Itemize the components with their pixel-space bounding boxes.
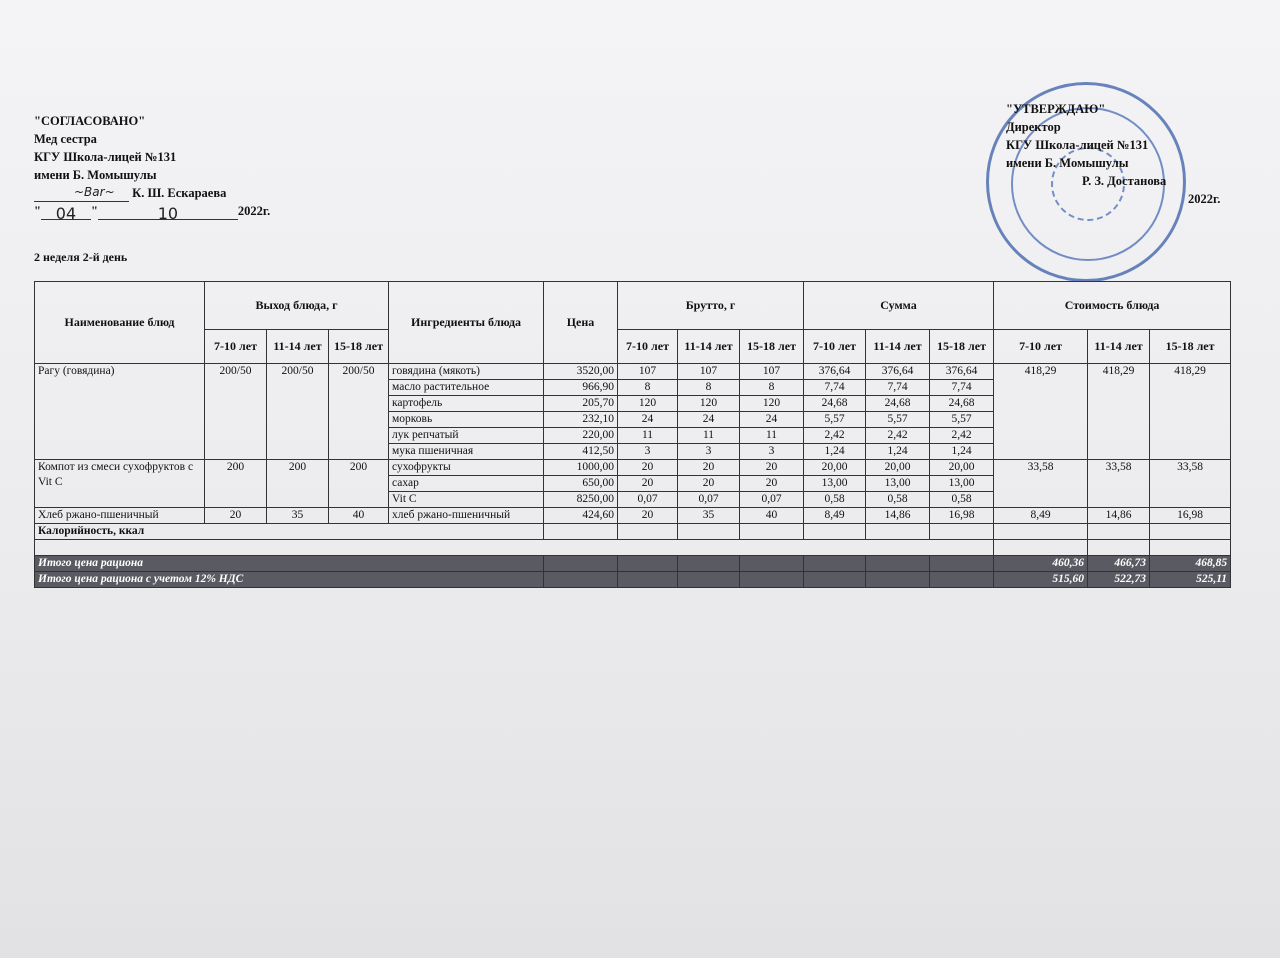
approval-date-right	[1006, 190, 1220, 208]
total-vat-age-2: 522,73	[1088, 572, 1150, 588]
cost-age-3: 15-18 лет	[1150, 330, 1231, 364]
director-position: Директор	[1006, 120, 1061, 134]
ingredient-gross: 0,07	[618, 492, 678, 508]
ingredient-gross: 8	[740, 380, 804, 396]
ingredient-name: говядина (мякоть)	[389, 364, 544, 380]
ingredient-name: хлеб ржано-пшеничный	[389, 508, 544, 524]
total-age-3: 468,85	[1150, 556, 1231, 572]
ingredient-sum: 14,86	[866, 508, 930, 524]
col-ingredients-header: Ингредиенты блюда	[389, 282, 544, 364]
dish-yield: 200/50	[205, 364, 267, 460]
ingredient-gross: 3	[618, 444, 678, 460]
ingredient-price: 205,70	[544, 396, 618, 412]
ingredient-gross: 24	[740, 412, 804, 428]
total-vat-row	[35, 572, 1231, 588]
ingredient-sum: 1,24	[804, 444, 866, 460]
dish-cost: 418,29	[1088, 364, 1150, 460]
ingredient-gross: 8	[678, 380, 740, 396]
ingredient-gross: 8	[618, 380, 678, 396]
date-year-right: 2022г.	[1188, 192, 1221, 206]
ingredient-sum: 376,64	[866, 364, 930, 380]
ingredient-row	[35, 508, 1231, 524]
yield-age-1: 7-10 лет	[205, 330, 267, 364]
ingredient-sum: 2,42	[804, 428, 866, 444]
cost-age-1: 7-10 лет	[994, 330, 1088, 364]
ingredient-price: 3520,00	[544, 364, 618, 380]
ingredient-sum: 376,64	[930, 364, 994, 380]
col-cost-header: Стоимость блюда	[994, 282, 1231, 330]
ingredient-gross: 40	[740, 508, 804, 524]
col-gross-header: Брутто, г	[618, 282, 804, 330]
ingredient-row	[35, 460, 1231, 476]
ingredient-gross: 20	[740, 476, 804, 492]
ingredient-sum: 0,58	[866, 492, 930, 508]
ingredient-price: 232,10	[544, 412, 618, 428]
ingredient-price: 412,50	[544, 444, 618, 460]
dish-cost: 33,58	[1150, 460, 1231, 508]
ingredient-name: мука пшеничная	[389, 444, 544, 460]
dish-name: Рагу (говядина)	[35, 364, 205, 460]
dish-cost: 33,58	[1088, 460, 1150, 508]
ingredient-name: масло растительное	[389, 380, 544, 396]
ingredient-sum: 16,98	[930, 508, 994, 524]
ingredient-sum: 2,42	[866, 428, 930, 444]
school-name: КГУ Школа-лицей №131	[34, 150, 177, 164]
gross-age-3: 15-18 лет	[740, 330, 804, 364]
ingredient-name: картофель	[389, 396, 544, 412]
ingredient-row	[35, 364, 1231, 380]
director-name: Р. З. Достанова	[1082, 174, 1167, 188]
yield-age-3: 15-18 лет	[329, 330, 389, 364]
ingredient-price: 424,60	[544, 508, 618, 524]
signature: ~Bar~	[34, 187, 129, 202]
dish-yield: 200	[205, 460, 267, 508]
total-vat-age-3: 525,11	[1150, 572, 1231, 588]
ingredient-price: 220,00	[544, 428, 618, 444]
dish-yield: 35	[267, 508, 329, 524]
gross-age-2: 11-14 лет	[678, 330, 740, 364]
total-label: Итого цена рациона	[35, 556, 544, 572]
director-signature-line	[1006, 172, 1220, 190]
dish-cost: 418,29	[1150, 364, 1231, 460]
ingredient-sum: 13,00	[866, 476, 930, 492]
total-row	[35, 556, 1231, 572]
ingredient-gross: 0,07	[740, 492, 804, 508]
dish-yield: 40	[329, 508, 389, 524]
ingredient-sum: 20,00	[804, 460, 866, 476]
dish-yield: 200/50	[329, 364, 389, 460]
ingredient-gross: 107	[740, 364, 804, 380]
ingredient-gross: 11	[678, 428, 740, 444]
ingredient-gross: 24	[678, 412, 740, 428]
col-sum-header: Сумма	[804, 282, 994, 330]
menu-table	[34, 281, 1231, 588]
ingredient-gross: 107	[618, 364, 678, 380]
ingredient-name: морковь	[389, 412, 544, 428]
nurse-signature-line	[34, 184, 270, 202]
approved-title: "УТВЕРЖДАЮ"	[1006, 102, 1106, 116]
ingredient-price: 8250,00	[544, 492, 618, 508]
col-dish-header: Наименование блюд	[35, 282, 205, 364]
ingredient-sum: 5,57	[866, 412, 930, 428]
ingredient-price: 966,90	[544, 380, 618, 396]
ingredient-sum: 7,74	[804, 380, 866, 396]
ingredient-name: сухофрукты	[389, 460, 544, 476]
school-name-2: имени Б. Момышулы	[34, 168, 157, 182]
dish-name: Хлеб ржано-пшеничный	[35, 508, 205, 524]
spacer-row	[35, 540, 1231, 556]
ingredient-sum: 7,74	[866, 380, 930, 396]
ingredient-sum: 5,57	[804, 412, 866, 428]
date-year: 2022г.	[237, 204, 271, 218]
dish-name: Компот из смеси сухофруктов с Vit C	[35, 460, 205, 508]
approval-date-left: " 04 " 10 2022г.	[34, 204, 271, 223]
ingredient-gross: 120	[740, 396, 804, 412]
approval-block-right	[1006, 100, 1220, 208]
ingredient-gross: 0,07	[678, 492, 740, 508]
agreed-title: "СОГЛАСОВАНО"	[34, 114, 146, 128]
ingredient-gross: 20	[618, 508, 678, 524]
ingredient-sum: 24,68	[804, 396, 866, 412]
ingredient-gross: 20	[618, 460, 678, 476]
ingredient-sum: 0,58	[930, 492, 994, 508]
calories-row	[35, 524, 1231, 540]
date-day: 04	[55, 204, 77, 223]
yield-age-2: 11-14 лет	[267, 330, 329, 364]
gross-age-1: 7-10 лет	[618, 330, 678, 364]
ingredient-gross: 120	[618, 396, 678, 412]
week-day-label: 2 неделя 2-й день	[34, 250, 128, 264]
ingredient-sum: 24,68	[930, 396, 994, 412]
ingredient-sum: 1,24	[930, 444, 994, 460]
approval-block-left	[34, 112, 271, 223]
ingredient-sum: 7,74	[930, 380, 994, 396]
ingredient-price: 650,00	[544, 476, 618, 492]
ingredient-gross: 11	[618, 428, 678, 444]
dish-yield: 20	[205, 508, 267, 524]
sum-age-1: 7-10 лет	[804, 330, 866, 364]
date-month: 10	[157, 204, 179, 223]
cost-age-2: 11-14 лет	[1088, 330, 1150, 364]
ingredient-sum: 20,00	[866, 460, 930, 476]
ingredient-gross: 20	[740, 460, 804, 476]
ingredient-sum: 2,42	[930, 428, 994, 444]
dish-yield: 200/50	[267, 364, 329, 460]
sum-age-3: 15-18 лет	[930, 330, 994, 364]
ingredient-name: сахар	[389, 476, 544, 492]
nurse-position: Мед сестра	[34, 132, 97, 146]
ingredient-sum: 13,00	[930, 476, 994, 492]
ingredient-gross: 24	[618, 412, 678, 428]
ingredient-gross: 107	[678, 364, 740, 380]
col-price-header: Цена	[544, 282, 618, 364]
dish-cost: 8,49	[994, 508, 1088, 524]
ingredient-price: 1000,00	[544, 460, 618, 476]
school-name-right-2: имени Б. Момышулы	[1006, 156, 1129, 170]
ingredient-gross: 20	[678, 476, 740, 492]
dish-cost: 418,29	[994, 364, 1088, 460]
ingredient-sum: 13,00	[804, 476, 866, 492]
dish-yield: 200	[267, 460, 329, 508]
ingredient-gross: 20	[618, 476, 678, 492]
ingredient-name: Vit C	[389, 492, 544, 508]
ingredient-sum: 5,57	[930, 412, 994, 428]
ingredient-sum: 24,68	[866, 396, 930, 412]
menu-table-body	[35, 364, 1231, 524]
ingredient-sum: 20,00	[930, 460, 994, 476]
dish-cost: 33,58	[994, 460, 1088, 508]
ingredient-gross: 3	[678, 444, 740, 460]
total-age-1: 460,36	[994, 556, 1088, 572]
ingredient-gross: 11	[740, 428, 804, 444]
ingredient-gross: 3	[740, 444, 804, 460]
col-yield-header: Выход блюда, г	[205, 282, 389, 330]
calories-label: Калорийность, ккал	[35, 524, 544, 540]
ingredient-sum: 0,58	[804, 492, 866, 508]
ingredient-name: лук репчатый	[389, 428, 544, 444]
dish-cost: 16,98	[1150, 508, 1231, 524]
ingredient-gross: 20	[678, 460, 740, 476]
ingredient-gross: 35	[678, 508, 740, 524]
school-name-right: КГУ Школа-лицей №131	[1006, 138, 1149, 152]
total-age-2: 466,73	[1088, 556, 1150, 572]
total-vat-age-1: 515,60	[994, 572, 1088, 588]
ingredient-sum: 1,24	[866, 444, 930, 460]
total-vat-label: Итого цена рациона с учетом 12% НДС	[35, 572, 544, 588]
ingredient-gross: 120	[678, 396, 740, 412]
ingredient-sum: 376,64	[804, 364, 866, 380]
nurse-name: К. Ш. Ескараева	[132, 186, 227, 200]
dish-yield: 200	[329, 460, 389, 508]
dish-cost: 14,86	[1088, 508, 1150, 524]
sum-age-2: 11-14 лет	[866, 330, 930, 364]
ingredient-sum: 8,49	[804, 508, 866, 524]
